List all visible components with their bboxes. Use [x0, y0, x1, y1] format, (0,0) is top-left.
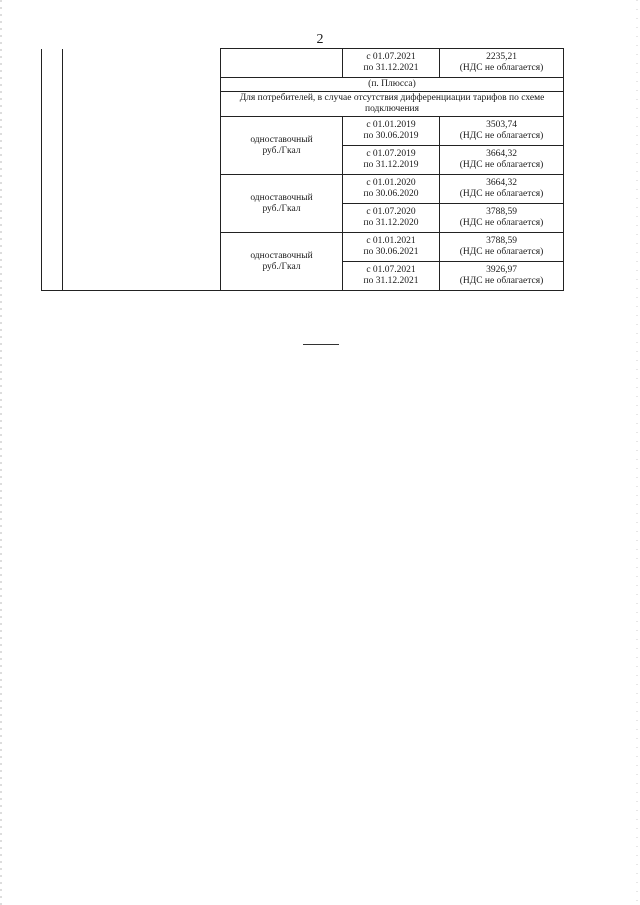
period-to: по 30.06.2019: [363, 131, 419, 141]
period-from: с 01.07.2021: [366, 52, 416, 62]
tariff-value: 2235,21: [486, 52, 517, 62]
index-cell: [42, 49, 63, 291]
tariff-value-cell: [440, 204, 564, 233]
tariff-value-cell: [440, 49, 564, 78]
period-cell: [343, 204, 440, 233]
period-from: с 01.01.2021: [366, 236, 416, 246]
tariff-unit: руб./Гкал: [262, 145, 301, 156]
period-cell: [343, 175, 440, 204]
period-to: по 31.12.2019: [363, 160, 419, 170]
scan-edge-right: [636, 0, 638, 905]
unit-cell: [221, 49, 343, 78]
unit-cell: [221, 175, 343, 233]
vat-note: (НДС не облагается): [459, 189, 544, 199]
consumer-note-cell: Для потребителей, в случае отсутствия дифференциации тарифов по схеме подключения: [221, 92, 564, 117]
tariff-type: одноставочный: [250, 192, 313, 203]
vat-note: (НДС не облагается): [459, 276, 544, 286]
period-cell: [343, 117, 440, 146]
period-to: по 30.06.2020: [363, 189, 419, 199]
period-from: с 01.07.2020: [366, 207, 416, 217]
unit-cell: [221, 233, 343, 291]
organization-cell: [63, 49, 221, 291]
tariff-value-cell: [440, 117, 564, 146]
period-cell: [343, 233, 440, 262]
period-cell: [343, 146, 440, 175]
vat-note: (НДС не облагается): [459, 63, 544, 73]
tariff-table: [41, 48, 564, 291]
tariff-value: 3788,59: [486, 236, 517, 246]
tariff-unit: руб./Гкал: [262, 203, 301, 214]
scan-edge-left: [0, 0, 2, 905]
table-row: [42, 49, 564, 78]
tariff-type: одноставочный: [250, 250, 313, 261]
tariff-value-cell: [440, 233, 564, 262]
tariff-type: одноставочный: [250, 134, 313, 145]
tariff-value-cell: [440, 146, 564, 175]
period-from: с 01.07.2021: [366, 265, 416, 275]
settlement-cell: (п. Плюсса): [221, 78, 564, 92]
period-to: по 31.12.2021: [363, 276, 419, 286]
tariff-value-cell: [440, 262, 564, 291]
period-cell: [343, 262, 440, 291]
vat-note: (НДС не облагается): [459, 160, 544, 170]
tariff-value: 3788,59: [486, 207, 517, 217]
period-to: по 30.06.2021: [363, 247, 419, 257]
tariff-value: 3664,32: [486, 149, 517, 159]
tariff-value: 3926,97: [486, 265, 517, 275]
period-from: с 01.07.2019: [366, 149, 416, 159]
period-to: по 31.12.2021: [363, 63, 419, 73]
unit-cell: [221, 117, 343, 175]
vat-note: (НДС не облагается): [459, 247, 544, 257]
vat-note: (НДС не облагается): [459, 131, 544, 141]
tariff-value-cell: [440, 175, 564, 204]
end-divider: [303, 344, 339, 345]
vat-note: (НДС не облагается): [459, 218, 544, 228]
tariff-value: 3503,74: [486, 120, 517, 130]
period-from: с 01.01.2019: [366, 120, 416, 130]
period-to: по 31.12.2020: [363, 218, 419, 228]
tariff-value: 3664,32: [486, 178, 517, 188]
page-number: 2: [316, 32, 324, 47]
tariff-unit: руб./Гкал: [262, 261, 301, 272]
period-cell: [343, 49, 440, 78]
period-from: с 01.01.2020: [366, 178, 416, 188]
